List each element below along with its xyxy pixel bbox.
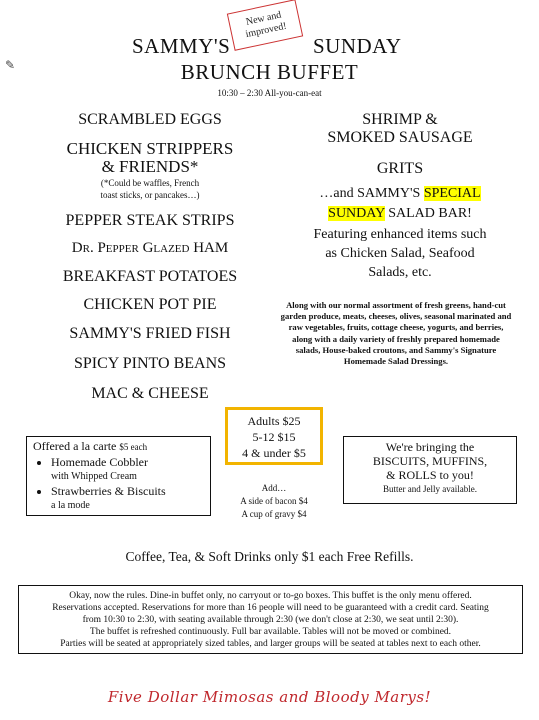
salad-bar-line2 bbox=[270, 206, 530, 222]
title-right: SUNDAY bbox=[313, 34, 402, 58]
menu-item: SPICY PINTO BEANS bbox=[73, 355, 227, 372]
salad-pre: …and SAMMY'S bbox=[319, 186, 424, 201]
salad-assortment: Along with our normal assortment of fresh greens, hand-cut garden produce, meats, cheeses, olives, seasonal marinated and raw vegetables, fruits, cottage cheese, yogurts, and berries, along with a daily variety of freshly prepared homemade salads, House-baked croutons, and Sammy's Signature Homemade Salad Dressings. bbox=[280, 300, 512, 367]
menu-item: PEPPER STEAK STRIPS bbox=[65, 212, 235, 229]
new-improved-stamp: New and improved! bbox=[227, 0, 303, 51]
featuring-line: as Chicken Salad, Seafood bbox=[325, 246, 475, 261]
biscuits-box bbox=[343, 436, 517, 504]
title-line2: BRUNCH BUFFET bbox=[180, 60, 359, 84]
menu-item: SMOKED SAUSAGE bbox=[327, 129, 473, 146]
carte-heading: Offered a la carte bbox=[33, 439, 117, 453]
carte-heading-line bbox=[33, 439, 204, 454]
hours: 10:30 – 2:30 All-you-can-eat bbox=[217, 88, 322, 98]
carte-item-sub: with Whipped Cream bbox=[51, 471, 137, 482]
carte-item: Homemade Cobbler bbox=[51, 455, 148, 469]
rules-line: Okay, now the rules. Dine-in buffet only, no carryout or to-go boxes. This buffet is the only menu offered. bbox=[69, 591, 472, 601]
pen-icon: ✎ bbox=[5, 58, 16, 72]
price-adults: Adults $25 bbox=[247, 414, 301, 428]
a-la-carte-box bbox=[26, 436, 211, 516]
list-item bbox=[51, 456, 204, 483]
rules-line: The buffet is refreshed continuously. Full bar available. Tables will not be moved or combined. bbox=[89, 627, 452, 637]
price-kids: 5-12 $15 bbox=[252, 430, 296, 444]
biscuits-line: BISCUITS, MUFFINS, bbox=[372, 454, 488, 468]
menu-item: GRITS bbox=[376, 160, 424, 177]
carte-price: $5 each bbox=[119, 442, 148, 452]
rules-line: from 10:30 to 2:30, with seating available through 2:30 (we don't close at 2:30, we seat until 2:30). bbox=[82, 615, 459, 625]
add-ons bbox=[214, 482, 334, 521]
price-toddlers: 4 & under $5 bbox=[242, 446, 306, 460]
menu-item: SAMMY'S FRIED FISH bbox=[69, 325, 231, 342]
rules-line: Reservations accepted. Reservations for more than 16 people will need to be guaranteed with a credit card. Seating bbox=[52, 603, 489, 613]
carte-item: Strawberries & Biscuits bbox=[51, 484, 166, 498]
carte-item-sub: a la mode bbox=[51, 500, 90, 511]
menu-item: BREAKFAST POTATOES bbox=[62, 268, 238, 285]
carte-list bbox=[33, 456, 204, 512]
add-bacon: A side of bacon $4 bbox=[240, 496, 308, 506]
biscuits-note: Butter and Jelly available. bbox=[383, 484, 477, 494]
menu-item: MAC & CHEESE bbox=[91, 385, 209, 402]
rules-line: Parties will be seated at appropriately sized tables, and larger groups will be seated at tables next to each other. bbox=[60, 639, 481, 649]
featuring-line: Salads, etc. bbox=[368, 265, 432, 280]
menu-note: (*Could be waffles, French bbox=[100, 178, 200, 188]
menu-item: Dr. Pepper Glazed HAM bbox=[71, 240, 229, 256]
drinks-line: Coffee, Tea, & Soft Drinks only $1 each Free Refills. bbox=[125, 549, 414, 564]
menu-item: SCRAMBLED EGGS bbox=[78, 111, 222, 128]
title-left: SAMMY'S bbox=[132, 34, 231, 58]
menu-item: SHRIMP & bbox=[362, 111, 438, 128]
sunday-highlight: SUNDAY bbox=[328, 206, 385, 221]
menu-note: toast sticks, or pancakes…) bbox=[100, 190, 200, 200]
rules-box bbox=[18, 585, 523, 654]
biscuits-line: We're bringing the bbox=[385, 440, 475, 454]
menu-item: CHICKEN POT PIE bbox=[83, 296, 217, 313]
biscuits-line: & ROLLS to you! bbox=[386, 468, 474, 482]
special-highlight: SPECIAL bbox=[423, 186, 481, 201]
menu-item: CHICKEN STRIPPERS bbox=[66, 139, 234, 158]
featuring-line: Featuring enhanced items such bbox=[313, 227, 487, 242]
mimosas-tagline: Five Dollar Mimosas and Bloody Marys! bbox=[107, 688, 432, 706]
add-heading: Add… bbox=[261, 483, 287, 493]
salad-post: SALAD BAR! bbox=[384, 206, 472, 221]
list-item bbox=[51, 485, 204, 512]
price-box bbox=[225, 407, 323, 465]
add-gravy: A cup of gravy $4 bbox=[241, 509, 307, 519]
menu-item: & FRIENDS* bbox=[101, 157, 199, 176]
salad-bar-line1 bbox=[270, 186, 530, 202]
